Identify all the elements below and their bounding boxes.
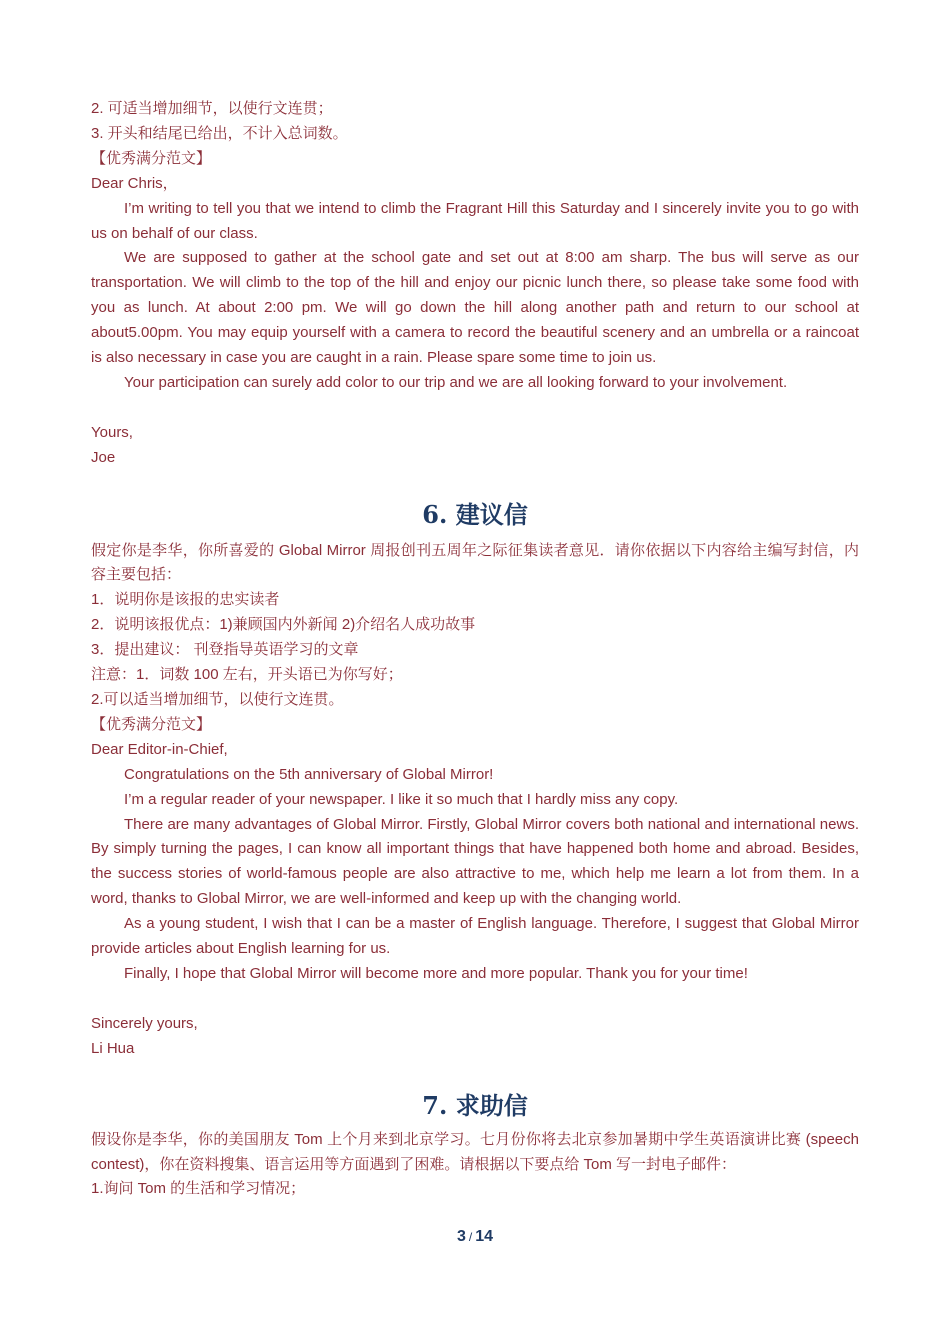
blank-line — [91, 987, 859, 1012]
page-content — [91, 97, 859, 1202]
section-heading-suggestion-letter: 6. 建议信 — [422, 499, 528, 529]
task-prompt: 假设你是李华，你的美国朋友 Tom 上个月来到北京学习。七月份你将去北京参加暑期中学生英语演讲比赛 (speech contest)，你在资料搜集、语言运用等方面遇到了困难。请根据以下要点给 Tom 写一封电子邮件： — [91, 1130, 859, 1173]
letter-paragraph: I’m writing to tell you that we intend to climb the Fragrant Hill this Saturday and I sincerely invite you to go with us on behalf of our class. — [91, 199, 859, 242]
letter-greeting: Dear Chris， — [91, 174, 178, 192]
letter-paragraph: As a young student, I wish that I can be a master of English language. Therefore, I suggest that Global Mirror provide articles about English learning for us. — [91, 915, 859, 958]
task-point-1: 1．说明你是该报的忠实读者 — [91, 591, 280, 609]
letter-paragraph: Congratulations on the 5th anniversary of Global Mirror! — [124, 765, 494, 783]
letter-paragraph: Finally, I hope that Global Mirror will become more and more popular. Thank you for your time! — [124, 964, 748, 982]
task-note-1: 注意：1．词数 100 左右，开头语已为你写好； — [91, 666, 403, 684]
task-point-3: 3．提出建议： 刊登指导英语学习的文章 — [91, 641, 359, 659]
letter-paragraph: Your participation can surely add color to our trip and we are all looking forward to your involvement. — [124, 373, 788, 391]
letter-closing: Sincerely yours, — [91, 1014, 198, 1032]
page-number-separator: / — [468, 1230, 473, 1244]
sample-essay-label: 【优秀满分范文】 — [91, 149, 212, 167]
requirement-2: 2. 可适当增加细节，以使行文连贯； — [91, 100, 333, 117]
task-point-2: 2．说明该报优点：1)兼顾国内外新闻 2)介绍名人成功故事 — [91, 616, 476, 634]
letter-greeting: Dear Editor-in-Chief, — [91, 740, 228, 758]
task-point-1: 1.询问 Tom 的生活和学习情况； — [91, 1180, 306, 1198]
letter-paragraph: I’m a regular reader of your newspaper. I like it so much that I hardly miss any copy. — [124, 790, 679, 808]
page-number-current: 3 — [456, 1228, 466, 1245]
letter-paragraph: We are supposed to gather at the school gate and set out at 8:00 am sharp. The bus will serve as our transportation. We will climb to the top of the hill and enjoy our picnic lunch there, so please take some food with you as lunch. At about 2:00 pm. We will go down the hill along another path and return to our school at about5.00pm. You may equip yourself with a camera to record the beautiful scenery and an umbrella or a raincoat is also necessary in case you are caught in a rain. Please spare some time to join us. — [91, 249, 859, 367]
letter-closing: Yours, — [91, 423, 133, 441]
section-heading-help-letter: 7. 求助信 — [422, 1090, 528, 1120]
letter-paragraph: There are many advantages of Global Mirror. Firstly, Global Mirror covers both national and international news. By simply turning the pages, I can know all important things that have happened both home and abroad. Besides, the success stories of world-famous people are also attractive to me, which help me learn a lot from them. In a word, thanks to Global Mirror, we are well-informed and keep up with the changing world. — [91, 815, 859, 908]
letter-signature: Li Hua — [91, 1039, 135, 1057]
page-number-total: 14 — [475, 1228, 494, 1245]
blank-line — [91, 396, 859, 421]
task-prompt: 假定你是李华，你所喜爱的 Global Mirror 周报创刊五周年之际征集读者意见．请你依据以下内容给主编写封信，内容主要包括： — [91, 541, 859, 584]
letter-signature: Joe — [91, 448, 116, 466]
task-note-2: 2.可以适当增加细节，以使行文连贯。 — [91, 691, 344, 709]
requirement-3: 3. 开头和结尾已给出，不计入总词数。 — [91, 124, 348, 142]
page-footer — [0, 1228, 950, 1246]
sample-essay-label: 【优秀满分范文】 — [91, 715, 212, 733]
